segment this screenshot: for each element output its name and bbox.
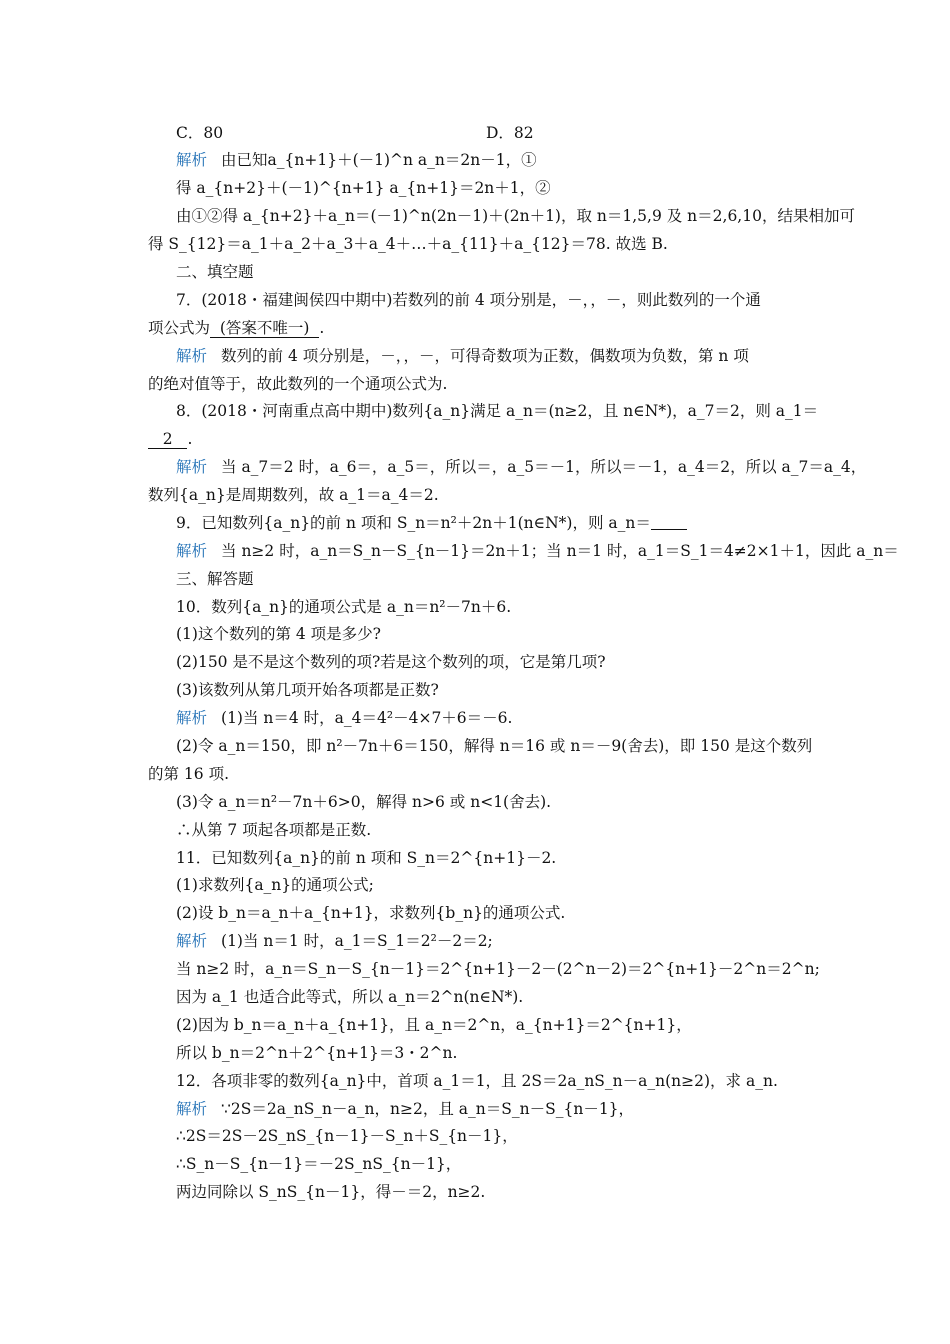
solution-8-line-1: 解析 当 a_7＝2 时，a_6＝，a_5＝，所以＝，a_5＝－1，所以＝－1，a_4＝2，所以 a_7＝a_4， [176, 458, 867, 476]
question-10-line-1: 10．数列{a_n}的通项公式是 a_n＝n²－7n＋6. [176, 598, 512, 616]
answer-blank-8: 2 [148, 431, 187, 449]
question-7-line-2: 项公式为 (答案不唯一) . [148, 319, 325, 337]
solution-10-line-5: ∴从第 7 项起各项都是正数. [176, 821, 372, 839]
solution-11-line-5: 所以 b_n＝2^n＋2^{n+1}＝3・2^n. [176, 1044, 458, 1062]
question-8-line-1: 8．(2018・河南重点高中期中)数列{a_n}满足 a_n＝(n≥2，且 n∈N*)，a_7＝2，则 a_1＝ [176, 402, 819, 420]
solution-tag: 解析 [176, 458, 208, 476]
solution-11-line-2: 当 n≥2 时，a_n＝S_n－S_{n－1}＝2^{n+1}－2－(2^n－2)＝2^{n+1}－2^n＝2^n; [176, 960, 820, 978]
solution-tag: 解析 [176, 542, 208, 560]
question-8-line-2: 2 . [148, 429, 818, 449]
question-11-line-2: (1)求数列{a_n}的通项公式; [176, 876, 374, 894]
option-d: D．82 [486, 124, 534, 142]
section-heading-answers: 三、解答题 [176, 570, 254, 588]
solution-tag: 解析 [176, 932, 208, 950]
solution-10-line-1: 解析 (1)当 n＝4 时，a_4＝4²－4×7＋6＝－6. [176, 709, 513, 727]
solution-tag: 解析 [176, 347, 208, 365]
question-10-line-4: (3)该数列从第几项开始各项都是正数? [176, 681, 439, 699]
solution-10-line-2: (2)令 a_n＝150，即 n²－7n＋6＝150，解得 n＝16 或 n＝－9(舍去)，即 150 是这个数列 [176, 737, 813, 755]
solution-6-line-1: 解析 由已知a_{n+1}＋(－1)^n a_n＝2n－1，① [176, 151, 537, 169]
solution-10-line-3: 的第 16 项. [148, 765, 230, 783]
solution-tag: 解析 [176, 1100, 208, 1118]
option-c: C．80 [176, 124, 224, 142]
solution-11-line-4: (2)因为 b_n＝a_n＋a_{n+1}，且 a_n＝2^n，a_{n+1}＝2^{n+1}， [176, 1016, 692, 1034]
question-11-line-3: (2)设 b_n＝a_n＋a_{n+1}，求数列{b_n}的通项公式. [176, 904, 566, 922]
solution-tag: 解析 [176, 151, 208, 169]
solution-6-line-3: 由①②得 a_{n+2}＋a_n＝(－1)^n(2n－1)＋(2n＋1)，取 n＝1,5,9 及 n＝2,6,10，结果相加可 [176, 207, 855, 225]
answer-blank-9 [651, 514, 687, 530]
question-10-line-3: (2)150 是不是这个数列的项?若是这个数列的项，它是第几项? [176, 653, 606, 671]
solution-8-line-2: 数列{a_n}是周期数列，故 a_1＝a_4＝2. [148, 486, 439, 504]
solution-6-line-4: 得 S_{12}＝a_1＋a_2＋a_3＋a_4＋…＋a_{11}＋a_{12}＝78. 故选 B. [148, 235, 668, 253]
solution-11-line-3: 因为 a_1 也适合此等式，所以 a_n＝2^n(n∈N*). [176, 988, 524, 1006]
solution-11-line-1: 解析 (1)当 n＝1 时，a_1＝S_1＝2²－2＝2; [176, 932, 493, 950]
solution-tag: 解析 [176, 709, 208, 727]
question-7-line-1: 7．(2018・福建闽侯四中期中)若数列的前 4 项分别是，－，，－，则此数列的一个通 [176, 291, 761, 309]
question-10-line-2: (1)这个数列的第 4 项是多少? [176, 625, 381, 643]
solution-12-line-1: 解析 ∵2S＝2a_nS_n－a_n，n≥2，且 a_n＝S_n－S_{n－1}， [176, 1100, 635, 1118]
solution-10-line-4: (3)令 a_n＝n²－7n＋6>0，解得 n>6 或 n<1(舍去). [176, 793, 552, 811]
question-9-line-1: 9．已知数列{a_n}的前 n 项和 S_n＝n²＋2n＋1(n∈N*)，则 a_n＝ [176, 513, 846, 533]
solution-6-line-2: 得 a_{n+2}＋(－1)^{n+1} a_{n+1}＝2n＋1，② [176, 179, 551, 197]
question-11-line-1: 11．已知数列{a_n}的前 n 项和 S_n＝2^{n+1}－2. [176, 849, 557, 867]
solution-9-line-1: 解析 当 n≥2 时，a_n＝S_n－S_{n－1}＝2n＋1；当 n＝1 时，a_1＝S_1＝4≠2×1＋1，因此 a_n＝ [176, 542, 899, 560]
answer-blank-7: (答案不唯一) [210, 320, 319, 338]
solution-7-line-2: 的绝对值等于，故此数列的一个通项公式为. [148, 375, 448, 393]
option-row [176, 123, 846, 143]
solution-12-line-3: ∴S_n－S_{n－1}＝－2S_nS_{n－1}， [176, 1155, 462, 1173]
solution-12-line-4: 两边同除以 S_nS_{n－1}，得－＝2，n≥2. [176, 1183, 486, 1201]
solution-7-line-1: 解析 数列的前 4 项分别是，－，，－，可得奇数项为正数，偶数项为负数，第 n 项 [176, 347, 749, 365]
solution-12-line-2: ∴2S＝2S－2S_nS_{n－1}－S_n＋S_{n－1}， [176, 1127, 518, 1145]
question-12-line-1: 12．各项非零的数列{a_n}中，首项 a_1＝1，且 2S＝2a_nS_n－a_n(n≥2)，求 a_n. [176, 1072, 778, 1090]
section-heading-fill-in: 二、填空题 [176, 263, 254, 281]
